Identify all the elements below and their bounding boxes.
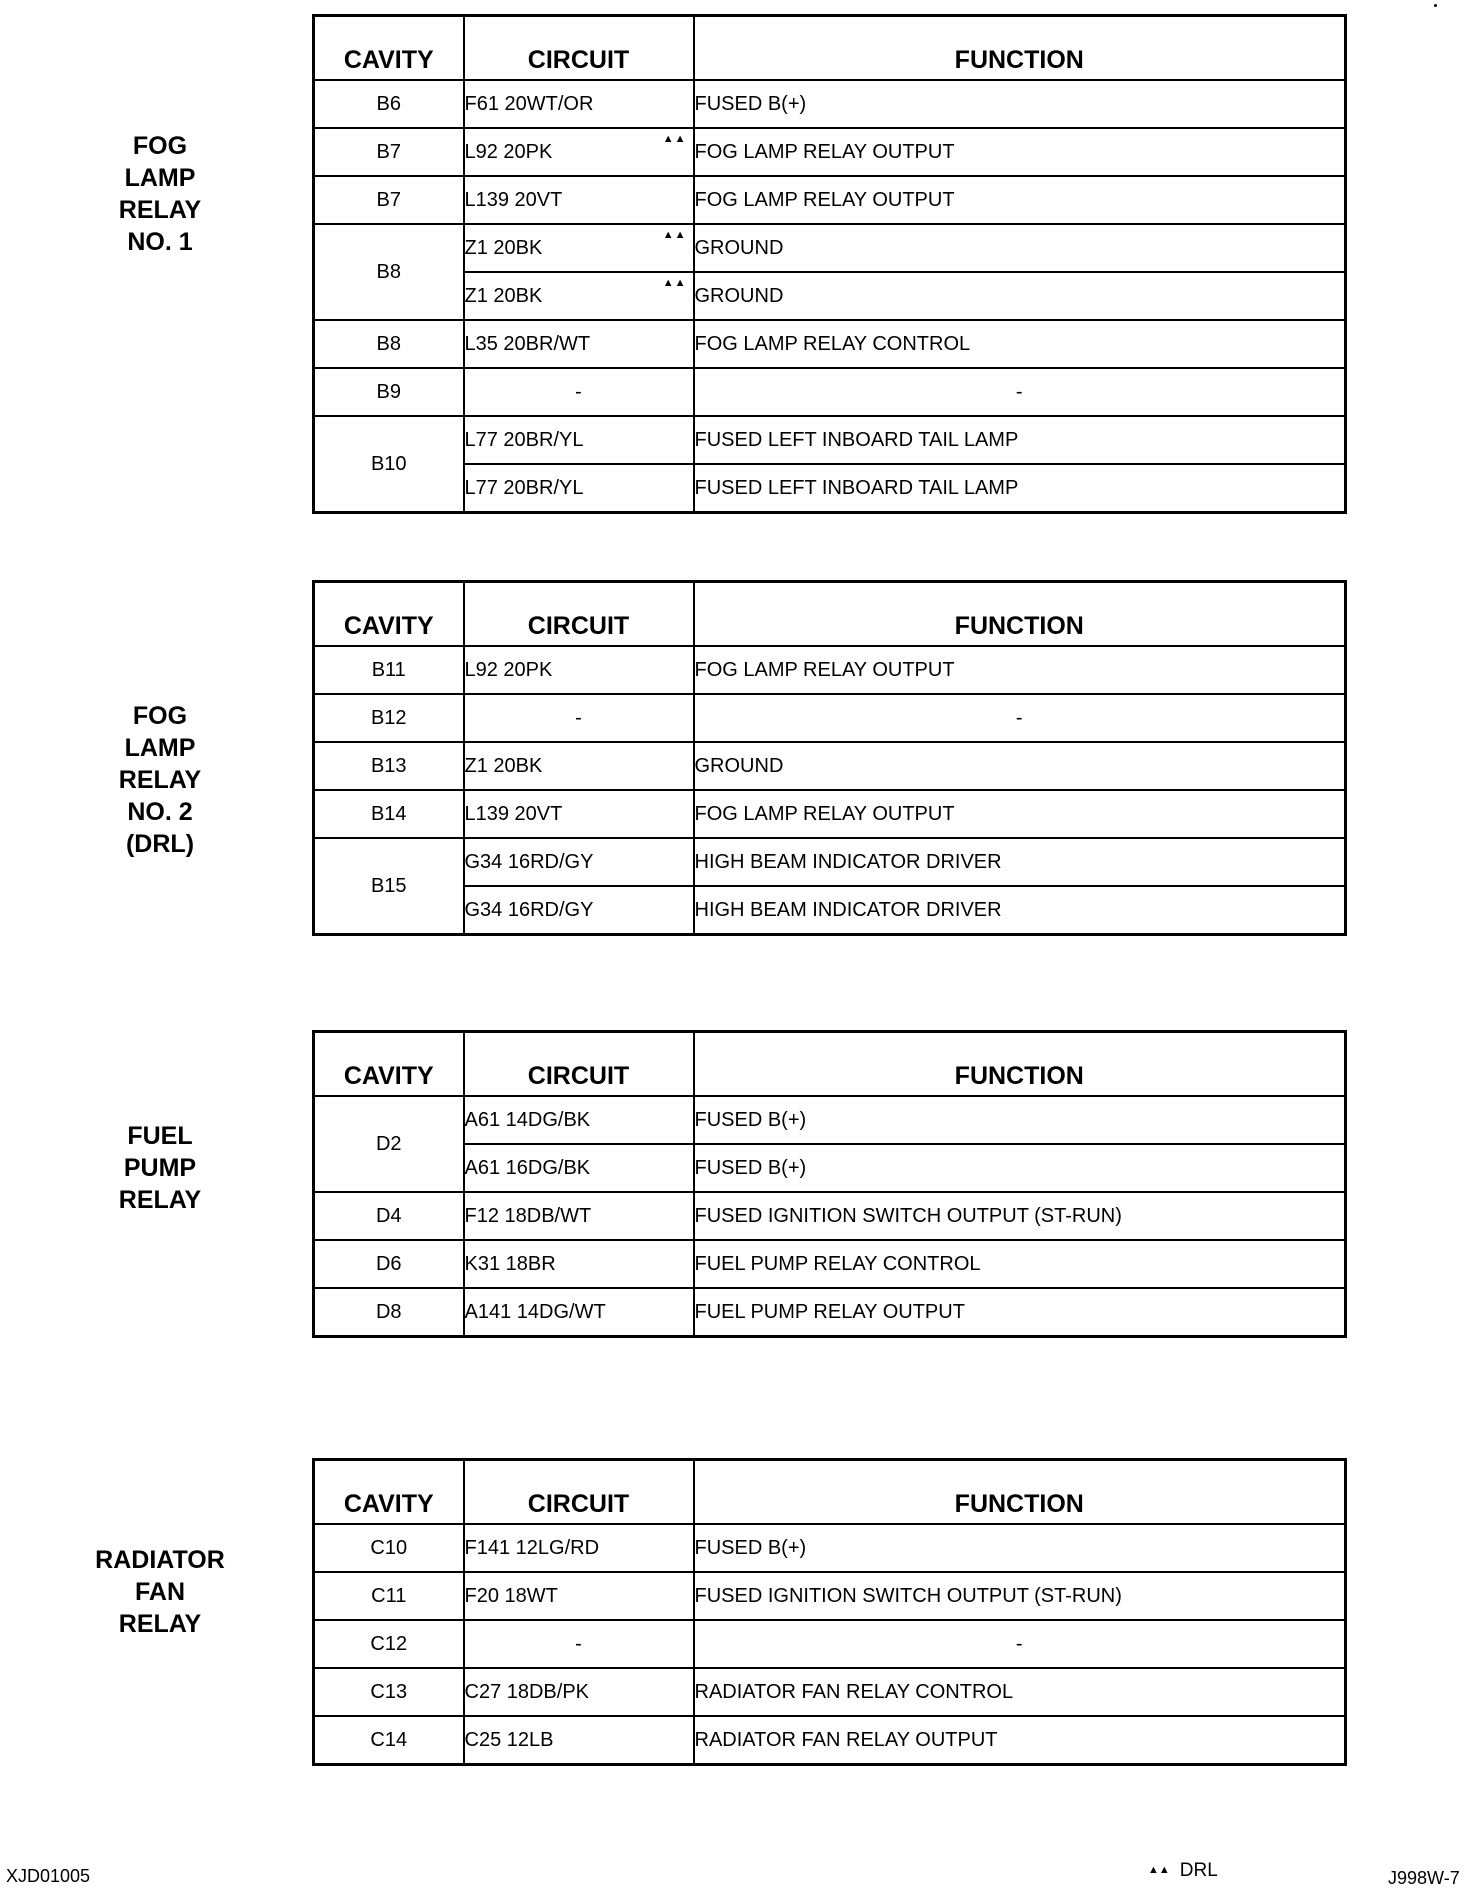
table-row (314, 224, 1346, 272)
relay-label (80, 1120, 240, 1216)
table-row (314, 1288, 1346, 1337)
circuit-text: L139 20VT (464, 188, 563, 211)
cavity-header: CAVITY (314, 1032, 464, 1097)
relay-label-line: LAMP (124, 734, 196, 762)
circuit-text: - (575, 1632, 582, 1655)
cavity-cell: C14 (314, 1716, 464, 1765)
circuit-text: C27 18DB/PK (464, 1680, 590, 1703)
circuit-text: F61 20WT/OR (464, 92, 594, 115)
relay-label-line: RELAY (118, 766, 202, 794)
circuit-cell (464, 224, 694, 272)
circuit-text: F12 18DB/WT (464, 1204, 592, 1227)
table-row (314, 1240, 1346, 1288)
cavity-cell: C10 (314, 1524, 464, 1572)
table-row (314, 1524, 1346, 1572)
cavity-cell: B6 (314, 80, 464, 128)
drl-legend-text: DRL (1179, 1860, 1218, 1881)
circuit-cell (464, 1572, 694, 1620)
table-row (314, 176, 1346, 224)
relay-label-line: PUMP (123, 1154, 197, 1182)
cavity-cell: B9 (314, 368, 464, 416)
relay-label-line: FOG (132, 702, 188, 730)
function-cell: FUEL PUMP RELAY OUTPUT (694, 1288, 1346, 1337)
relay-label-line: (DRL) (125, 830, 195, 858)
circuit-text: C25 12LB (464, 1728, 554, 1751)
cavity-table (312, 14, 1347, 514)
function-cell: FUSED IGNITION SWITCH OUTPUT (ST-RUN) (694, 1192, 1346, 1240)
table-row (314, 1620, 1346, 1668)
function-header: FUNCTION (694, 582, 1346, 647)
circuit-cell (464, 1240, 694, 1288)
table-row (314, 368, 1346, 416)
function-cell: RADIATOR FAN RELAY OUTPUT (694, 1716, 1346, 1765)
cavity-cell: C12 (314, 1620, 464, 1668)
circuit-header: CIRCUIT (464, 1032, 694, 1097)
cavity-cell: B12 (314, 694, 464, 742)
table-row (314, 1572, 1346, 1620)
cavity-table (312, 1030, 1347, 1338)
relay-label-line: NO. 1 (127, 228, 193, 256)
circuit-cell (464, 886, 694, 935)
circuit-text: L77 20BR/YL (464, 428, 584, 451)
table-row (314, 272, 1346, 320)
cavity-cell: C11 (314, 1572, 464, 1620)
circuit-text: L92 20PK (464, 658, 553, 681)
cavity-cell: B13 (314, 742, 464, 790)
table-row (314, 742, 1346, 790)
cavity-cell: D4 (314, 1192, 464, 1240)
circuit-text: K31 18BR (464, 1252, 556, 1275)
relay-label-line: NO. 2 (127, 798, 193, 826)
circuit-cell (464, 646, 694, 694)
document-code: XJD01005 (6, 1866, 91, 1886)
relay-label-line: FOG (132, 132, 188, 160)
circuit-text: G34 16RD/GY (464, 898, 594, 921)
function-cell: FUSED LEFT INBOARD TAIL LAMP (694, 464, 1346, 513)
circuit-text: - (575, 380, 582, 403)
circuit-text: L77 20BR/YL (464, 476, 584, 499)
relay-label (80, 1544, 240, 1640)
table-row (314, 1668, 1346, 1716)
cavity-cell: B8 (314, 224, 464, 320)
function-cell: GROUND (694, 742, 1346, 790)
relay-label-line: FAN (135, 1578, 185, 1606)
table-row (314, 416, 1346, 464)
circuit-text: G34 16RD/GY (464, 850, 594, 873)
circuit-cell (464, 464, 694, 513)
circuit-cell (464, 176, 694, 224)
table-row (314, 80, 1346, 128)
function-cell: HIGH BEAM INDICATOR DRIVER (694, 838, 1346, 886)
function-cell: FOG LAMP RELAY OUTPUT (694, 128, 1346, 176)
table-row (314, 1144, 1346, 1192)
function-cell: FUEL PUMP RELAY CONTROL (694, 1240, 1346, 1288)
circuit-header: CIRCUIT (464, 1460, 694, 1525)
function-cell: FOG LAMP RELAY OUTPUT (694, 790, 1346, 838)
function-cell: FUSED B(+) (694, 1524, 1346, 1572)
circuit-cell (464, 368, 694, 416)
circuit-header: CIRCUIT (464, 582, 694, 647)
function-cell: FUSED LEFT INBOARD TAIL LAMP (694, 416, 1346, 464)
circuit-cell (464, 1144, 694, 1192)
function-header: FUNCTION (694, 1460, 1346, 1525)
relay-label-line: LAMP (124, 164, 196, 192)
table-row (314, 1716, 1346, 1765)
drl-triangle-icon: ▲▲ (662, 229, 687, 241)
circuit-header: CIRCUIT (464, 16, 694, 81)
stray-dot (1434, 4, 1437, 7)
circuit-cell (464, 1716, 694, 1765)
cavity-cell: B10 (314, 416, 464, 513)
cavity-table (312, 1458, 1347, 1766)
circuit-cell (464, 1096, 694, 1144)
cavity-cell: B7 (314, 176, 464, 224)
relay-label-line: RELAY (118, 1610, 202, 1638)
drl-triangle-icon: ▲▲ (662, 133, 687, 145)
function-cell: RADIATOR FAN RELAY CONTROL (694, 1668, 1346, 1716)
cavity-cell: D2 (314, 1096, 464, 1192)
table-row (314, 694, 1346, 742)
relay-label (80, 700, 240, 860)
relay-label-line: FUEL (127, 1122, 193, 1150)
circuit-cell (464, 128, 694, 176)
relay-label-line: RELAY (118, 196, 202, 224)
table-row (314, 790, 1346, 838)
function-cell: FUSED B(+) (694, 80, 1346, 128)
table-row (314, 646, 1346, 694)
cavity-cell: B8 (314, 320, 464, 368)
function-cell: GROUND (694, 224, 1346, 272)
function-cell: - (694, 368, 1346, 416)
circuit-cell (464, 416, 694, 464)
relay-label-line: RELAY (118, 1186, 202, 1214)
circuit-cell (464, 320, 694, 368)
circuit-cell (464, 694, 694, 742)
circuit-text: L35 20BR/WT (464, 332, 591, 355)
function-cell: FOG LAMP RELAY CONTROL (694, 320, 1346, 368)
cavity-cell: B7 (314, 128, 464, 176)
circuit-text: A61 14DG/BK (464, 1108, 591, 1131)
relay-label-line: RADIATOR (95, 1546, 225, 1574)
circuit-text: L139 20VT (464, 802, 563, 825)
function-header: FUNCTION (694, 1032, 1346, 1097)
circuit-text: A61 16DG/BK (464, 1156, 591, 1179)
function-cell: - (694, 1620, 1346, 1668)
table-row (314, 128, 1346, 176)
circuit-text: F141 12LG/RD (464, 1536, 600, 1559)
circuit-cell (464, 742, 694, 790)
table-row (314, 1096, 1346, 1144)
cavity-header: CAVITY (314, 1460, 464, 1525)
function-cell: FUSED B(+) (694, 1144, 1346, 1192)
function-cell: HIGH BEAM INDICATOR DRIVER (694, 886, 1346, 935)
function-cell: - (694, 694, 1346, 742)
function-cell: FUSED B(+) (694, 1096, 1346, 1144)
function-header: FUNCTION (694, 16, 1346, 81)
cavity-header: CAVITY (314, 16, 464, 81)
circuit-cell (464, 1192, 694, 1240)
circuit-cell (464, 838, 694, 886)
circuit-cell (464, 1288, 694, 1337)
function-cell: FOG LAMP RELAY OUTPUT (694, 646, 1346, 694)
circuit-cell (464, 272, 694, 320)
circuit-cell (464, 1668, 694, 1716)
circuit-text: L92 20PK (464, 140, 553, 163)
figure-code: J998W-7 (1388, 1868, 1460, 1888)
function-cell: FOG LAMP RELAY OUTPUT (694, 176, 1346, 224)
circuit-cell (464, 80, 694, 128)
table-row (314, 1192, 1346, 1240)
drl-legend (1148, 1860, 1218, 1882)
circuit-text: - (575, 706, 582, 729)
table-row (314, 464, 1346, 513)
table-row (314, 320, 1346, 368)
table-row (314, 886, 1346, 935)
circuit-cell (464, 1620, 694, 1668)
relay-label (80, 130, 240, 258)
circuit-text: A141 14DG/WT (464, 1300, 606, 1323)
cavity-cell: C13 (314, 1668, 464, 1716)
cavity-cell: B15 (314, 838, 464, 935)
circuit-cell (464, 1524, 694, 1572)
cavity-cell: D6 (314, 1240, 464, 1288)
circuit-text: Z1 20BK (464, 284, 543, 307)
drl-triangle-icon: ▲▲ (662, 277, 687, 289)
circuit-text: Z1 20BK (464, 236, 543, 259)
cavity-cell: B14 (314, 790, 464, 838)
table-row (314, 838, 1346, 886)
cavity-table (312, 580, 1347, 936)
circuit-cell (464, 790, 694, 838)
cavity-header: CAVITY (314, 582, 464, 647)
cavity-cell: B11 (314, 646, 464, 694)
function-cell: FUSED IGNITION SWITCH OUTPUT (ST-RUN) (694, 1572, 1346, 1620)
function-cell: GROUND (694, 272, 1346, 320)
drl-triangle-icon: ▲▲ (1148, 1864, 1170, 1876)
circuit-text: Z1 20BK (464, 754, 543, 777)
cavity-cell: D8 (314, 1288, 464, 1337)
circuit-text: F20 18WT (464, 1584, 558, 1607)
